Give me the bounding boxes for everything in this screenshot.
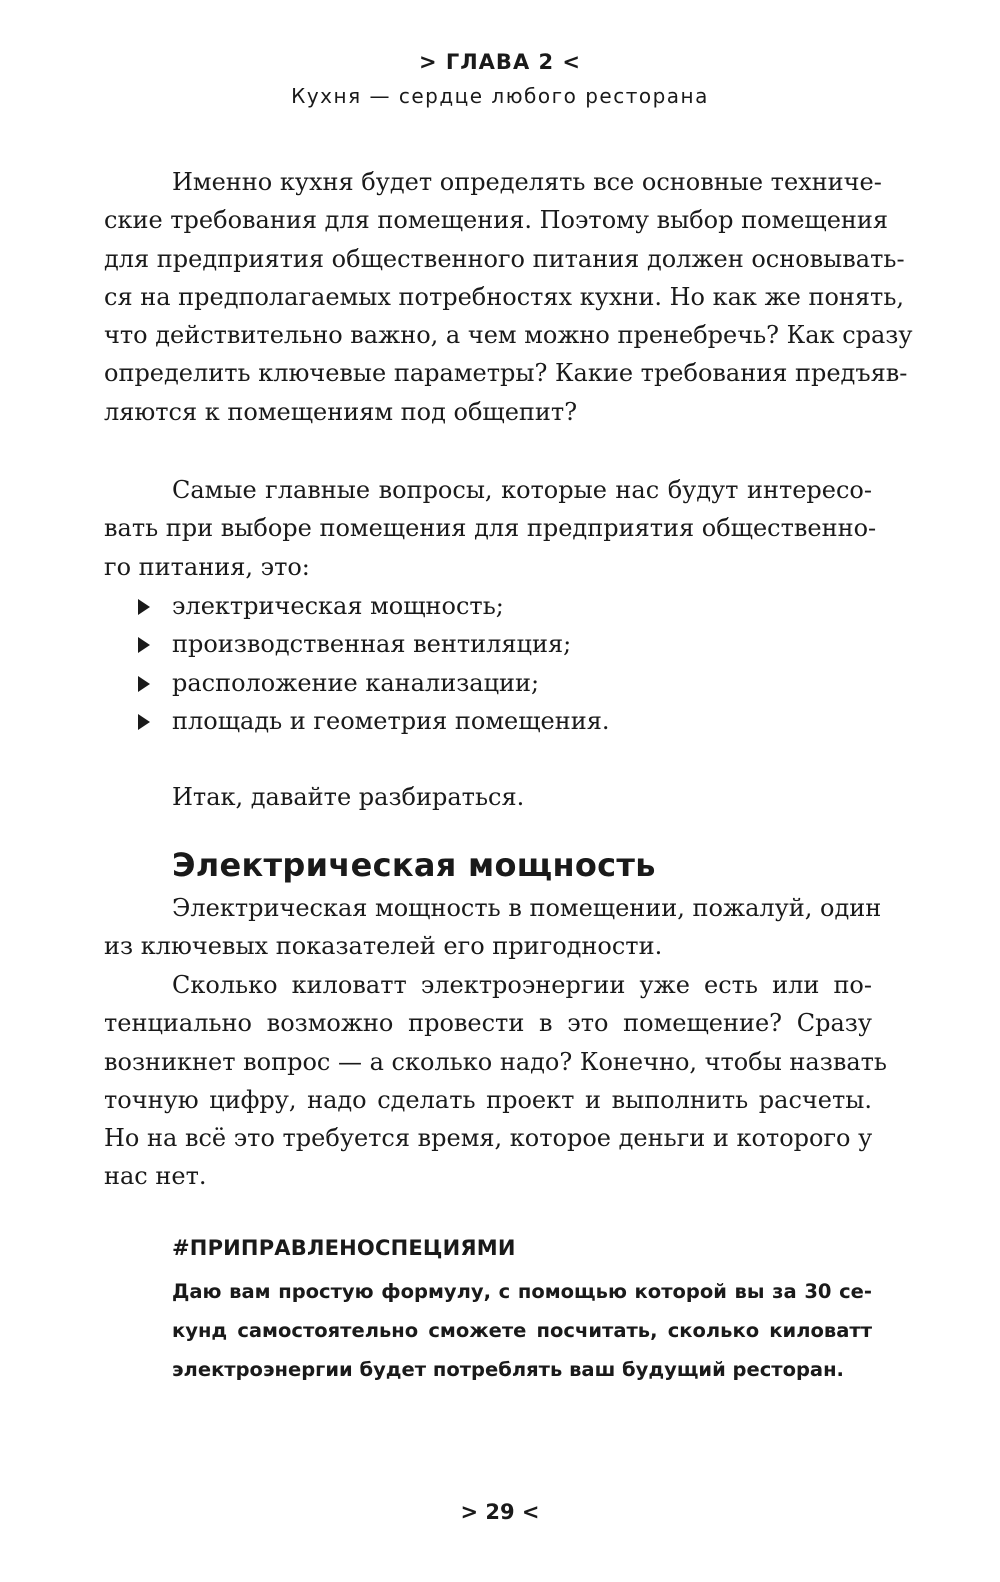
text-line: нас нет. xyxy=(104,1162,207,1191)
list-item: производственная вентиляция; xyxy=(138,625,610,663)
text-line: для предприятия общественного питания должен основывать- xyxy=(104,244,905,273)
chapter-subtitle: Кухня — сердце любого ресторана xyxy=(291,84,709,108)
list-item: расположение канализации; xyxy=(138,664,610,702)
chapter-title: > ГЛАВА 2 < xyxy=(418,50,582,74)
section-heading: Электрическая мощность xyxy=(172,846,656,884)
text-line: Но на всё это требуется время, которое деньги и которого у xyxy=(104,1124,873,1153)
triangle-bullet-icon xyxy=(138,637,150,653)
text-line: го питания, это: xyxy=(104,552,310,581)
paragraph-intro xyxy=(104,163,913,431)
tip-paragraph xyxy=(172,1272,872,1389)
paragraph-lets-go xyxy=(104,778,872,816)
paragraph-power-intro xyxy=(104,889,882,966)
text-line: ляются к помещениям под общепит? xyxy=(104,397,578,426)
text-line: возникнет вопрос — а сколько надо? Конечно, чтобы назвать xyxy=(104,1047,887,1076)
text-line: ся на предполагаемых потребностях кухни. Но как же понять, xyxy=(104,282,905,311)
hashtag-heading: #ПРИПРАВЛЕНОСПЕЦИЯМИ xyxy=(172,1236,516,1260)
text-line: вать при выборе помещения для предприятия общественно- xyxy=(104,514,877,543)
text-line: Сколько киловатт электроэнергии уже есть или по- xyxy=(172,971,872,999)
bullet-list xyxy=(138,587,610,740)
text-line: что действительно важно, а чем можно пренебречь? Как сразу xyxy=(104,321,913,350)
paragraph-power-question xyxy=(104,966,887,1196)
text-line: Электрическая мощность в помещении, пожалуй, один xyxy=(172,894,882,922)
text-line: точную цифру, надо сделать проект и выполнить расчеты. xyxy=(104,1085,872,1114)
list-item: площадь и геометрия помещения. xyxy=(138,702,610,740)
page-number: > 29 < xyxy=(460,1500,540,1524)
text-line: Самые главные вопросы, которые нас будут интересо- xyxy=(172,476,872,504)
text-line: электроэнергии будет потреблять ваш будущий ресторан. xyxy=(172,1358,844,1381)
text-line: Именно кухня будет определять все основные техниче- xyxy=(172,168,882,196)
text-line: ские требования для помещения. Поэтому выбор помещения xyxy=(104,206,889,235)
text-line: определить ключевые параметры? Какие требования предъяв- xyxy=(104,359,908,388)
paragraph-questions xyxy=(104,471,877,586)
text-line: из ключевых показателей его пригодности. xyxy=(104,932,663,961)
list-item: электрическая мощность; xyxy=(138,587,610,625)
triangle-bullet-icon xyxy=(138,714,150,730)
triangle-bullet-icon xyxy=(138,599,150,615)
text-line: Итак, давайте разбираться. xyxy=(172,783,525,811)
triangle-bullet-icon xyxy=(138,676,150,692)
text-line: тенциально возможно провести в это помещение? Сразу xyxy=(104,1009,872,1038)
text-line: кунд самостоятельно сможете посчитать, сколько киловатт xyxy=(172,1319,872,1342)
text-line: Даю вам простую формулу, с помощью которой вы за 30 се- xyxy=(172,1280,872,1303)
